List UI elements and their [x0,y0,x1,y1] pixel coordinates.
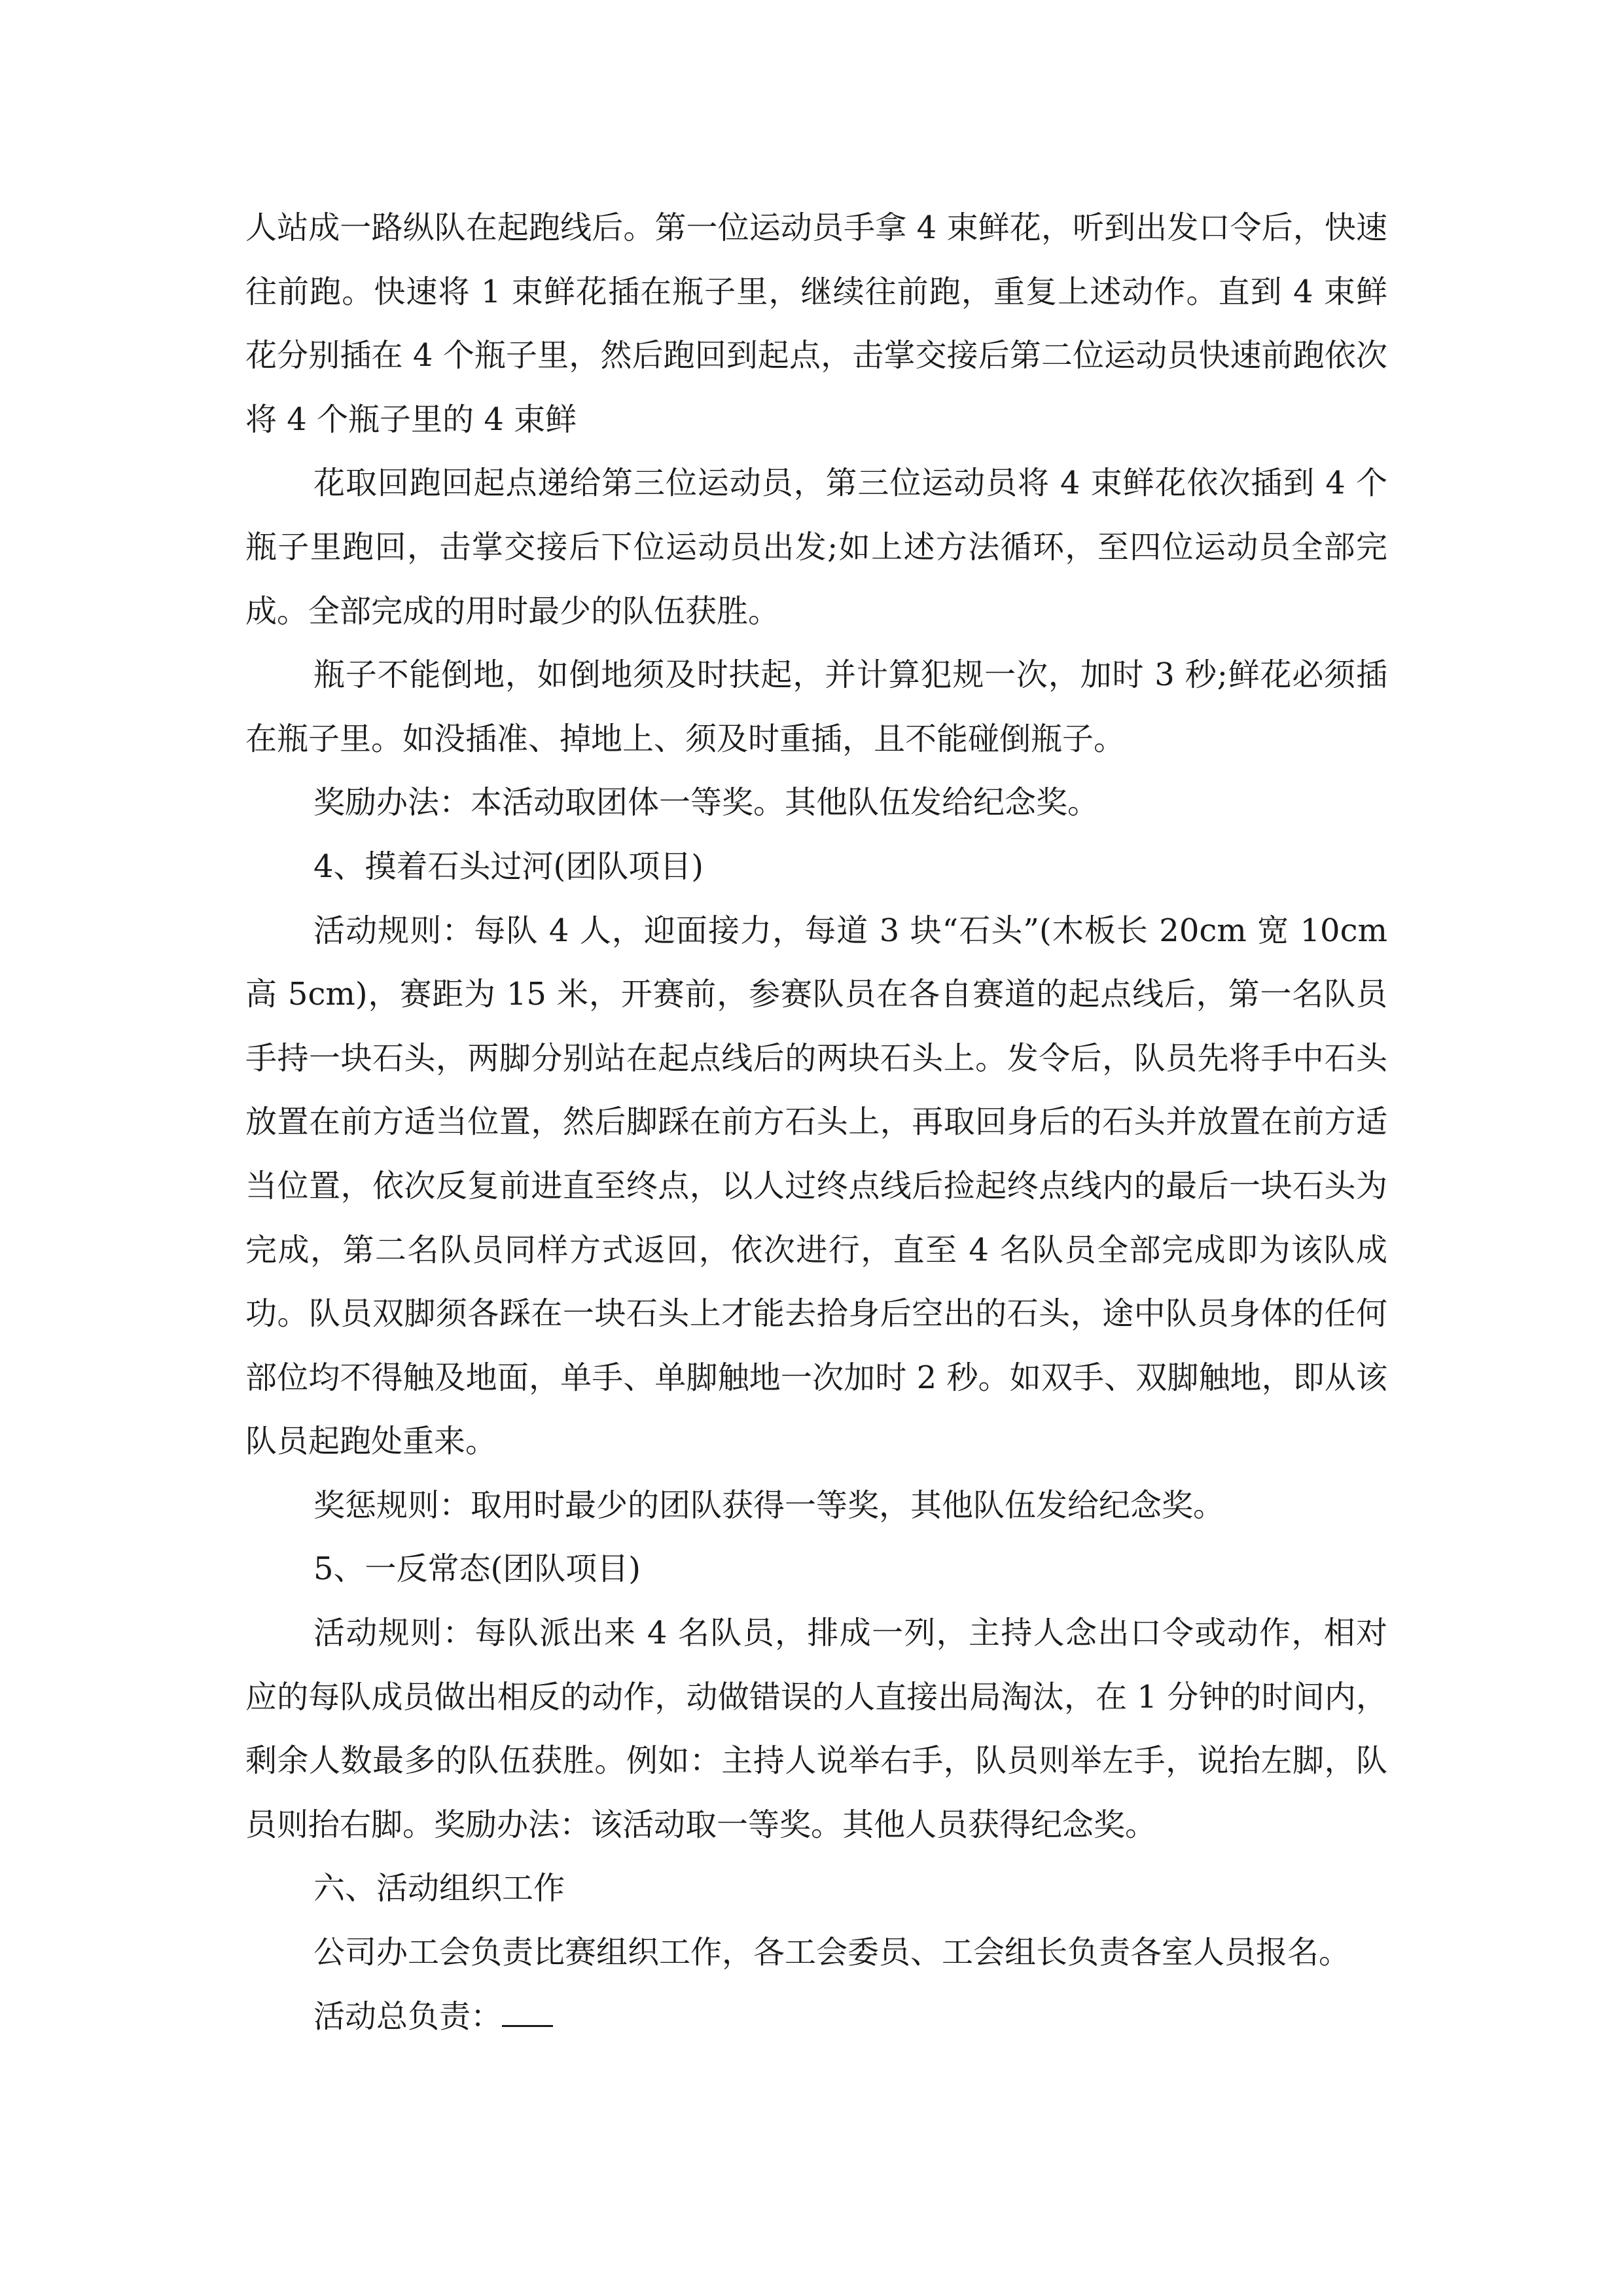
paragraph-relay-reward: 奖励办法：本活动取团体一等奖。其他队伍发给纪念奖。 [313,784,1099,821]
paragraph-opposite-action-rules: 活动规则：每队派出来 4 名队员，排成一列，主持人念出口令或动作，相对应的每队成员做出相反的动作，动做错误的人直接出局淘汰，在 1 分钟的时间内，剩余人数最多的队伍获胜。例如：主持人说举右手，队员则举左手，说抬左脚，队员则抬右脚。奖励办法：该活动取一等奖。其他人员获得纪念奖。 [245,1615,1387,1843]
paragraph-crossing-river-rules: 活动规则：每队 4 人，迎面接力，每道 3 块“石头”(木板长 20cm 宽 10cm 高 5cm)，赛距为 15 米，开赛前，参赛队员在各自赛道的起点线后，第一名队员手持一块石头，两脚分别站在起点线后的两块石头上。发令后，队员先将手中石头放置在前方适当位置，然后脚踩在前方石头上，再取回身后的石头并放置在前方适当位置，依次反复前进直至终点，以人过终点线后捡起终点线内的最后一块石头为完成，第二名队员同样方式返回，依次进行，直至 4 名队员全部完成即为该队成功。队员双脚须各踩在一块石头上才能去拾身后空出的石头，途中队员身体的任何部位均不得触及地面，单手、单脚触地一次加时 2 秒。如双手、双脚触地，即从该队员起跑处重来。 [245,912,1387,1460]
paragraph-relay-rules-completion: 花取回跑回起点递给第三位运动员，第三位运动员将 4 束鲜花依次插到 4 个瓶子里跑回，击掌交接后下位运动员出发;如上述方法循环，至四位运动员全部完成。全部完成的用时最少的队伍获胜。 [245,465,1387,630]
activity-lead-blank [502,1991,553,2027]
heading-crossing-river: 4、摸着石头过河(团队项目) [313,848,704,885]
activity-lead-label: 活动总负责： [313,1998,503,2035]
heading-organization: 六、活动组织工作 [313,1870,565,1907]
document-page [245,196,1387,2049]
heading-opposite-action: 5、一反常态(团队项目) [313,1551,641,1588]
activity-lead-field [245,1985,1387,2049]
paragraph-relay-rules-continued: 人站成一路纵队在起跑线后。第一位运动员手拿 4 束鲜花，听到出发口令后，快速往前跑。快速将 1 束鲜花插在瓶子里，继续往前跑，重复上述动作。直到 4 束鲜花分别插在 4 个瓶子里，然后跑回到起点，击掌交接后第二位运动员快速前跑依次将 4 个瓶子里的 4 束鲜 [245,209,1387,438]
paragraph-organization: 公司办工会负责比赛组织工作，各工会委员、工会组长负责各室人员报名。 [313,1934,1351,1971]
paragraph-relay-penalties: 瓶子不能倒地，如倒地须及时扶起，并计算犯规一次，加时 3 秒;鲜花必须插在瓶子里。如没插准、掉地上、须及时重插，且不能碰倒瓶子。 [245,656,1387,757]
paragraph-crossing-river-reward: 奖惩规则：取用时最少的团队获得一等奖，其他队伍发给纪念奖。 [313,1486,1225,1524]
